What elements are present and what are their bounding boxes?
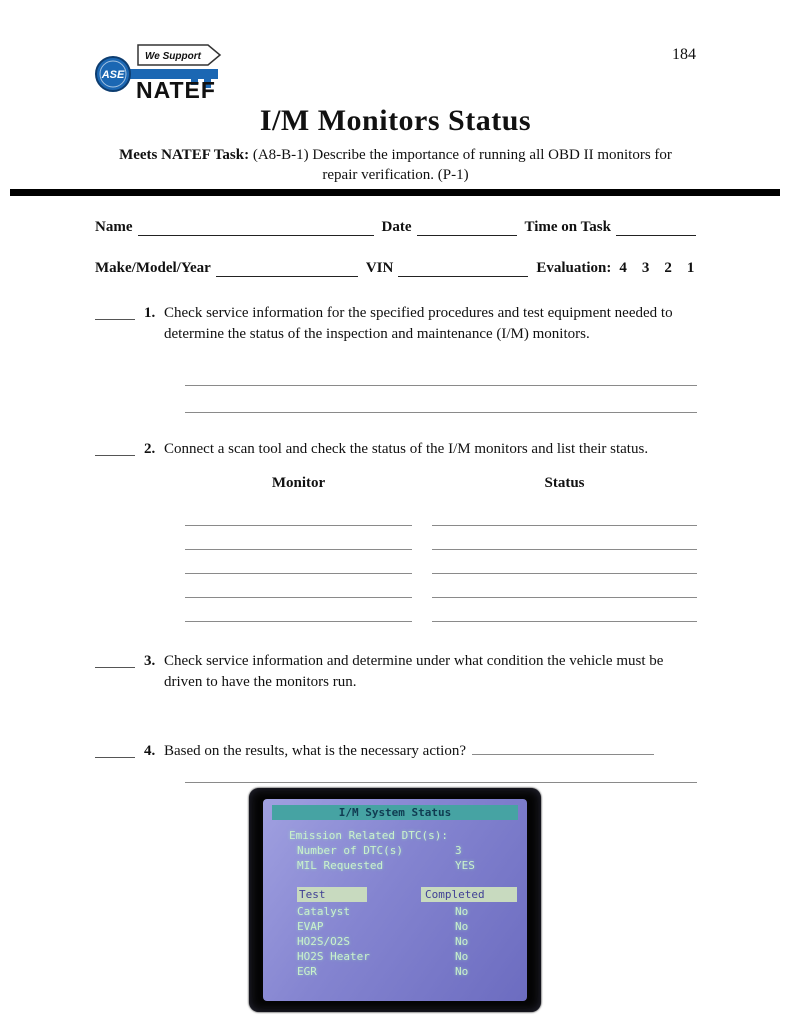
- writing-line: [185, 386, 697, 413]
- name-label: Name: [95, 219, 133, 235]
- monitor-name: HO2S Heater: [297, 950, 370, 963]
- scan-screen-title: I/M System Status: [272, 805, 518, 820]
- form-header-section: [95, 219, 701, 301]
- monitor-status-row: [263, 964, 527, 979]
- task-1-text: Check service information for the specified procedures and test equipment needed to determine the status of the inspection and maintenance (I/M) monitors.: [164, 305, 673, 342]
- natef-logo-graphic: [92, 42, 230, 102]
- monitor-completed: No: [455, 965, 469, 978]
- time-on-task-label: Time on Task: [524, 219, 611, 235]
- task-3-score-blank: [95, 653, 135, 668]
- meets-natef-task-text: (A8-B-1) Describe the importance of running all OBD II monitors for: [252, 147, 672, 163]
- monitor-blank: [185, 550, 412, 574]
- status-blank: [432, 550, 697, 574]
- task-3-number: 3.: [144, 653, 156, 669]
- monitor-blank: [185, 598, 412, 622]
- ase-text: ASE: [101, 69, 125, 81]
- vin-label: VIN: [365, 260, 394, 276]
- monitor-blank: [185, 494, 412, 526]
- divider-rule: [10, 189, 780, 196]
- task-2-number: 2.: [144, 441, 156, 457]
- form-row-2: [95, 260, 701, 277]
- task-item-3: [95, 651, 701, 693]
- monitor-name: HO2S/O2S: [297, 935, 350, 948]
- task-4-text: [164, 741, 701, 762]
- monitor-status-row: [263, 904, 527, 919]
- task-4-score-blank: [95, 743, 135, 758]
- monitor-table-row: [185, 526, 701, 550]
- monitor-table-row: [185, 598, 701, 622]
- task-item-2: [95, 439, 701, 460]
- writing-line: [185, 762, 697, 783]
- status-blank: [432, 526, 697, 550]
- task-item-1: [95, 303, 701, 345]
- monitor-blank: [185, 574, 412, 598]
- task-4-question: Based on the results, what is the necessary action?: [164, 743, 466, 759]
- meets-natef-task-text2: repair verification. (P-1): [322, 167, 469, 183]
- writing-line: [185, 345, 697, 386]
- task-item-4: [95, 741, 701, 762]
- status-blank: [432, 598, 697, 622]
- monitor-column-header: Monitor: [271, 475, 326, 491]
- monitor-table-header: [185, 473, 701, 494]
- status-column-header: Status: [544, 475, 585, 491]
- form-row-1: [95, 219, 701, 236]
- monitor-blank: [185, 526, 412, 550]
- monitor-table-row: [185, 550, 701, 574]
- monitor-table-row: [185, 494, 701, 526]
- date-blank: [417, 221, 517, 236]
- monitor-completed: No: [455, 950, 469, 963]
- page-title: I/M Monitors Status: [259, 104, 532, 137]
- monitor-name: EVAP: [297, 920, 324, 933]
- mil-requested-label: MIL Requested: [297, 859, 384, 872]
- vin-blank: [398, 262, 528, 277]
- time-on-task-blank: [616, 221, 696, 236]
- monitor-completed: No: [455, 935, 469, 948]
- task-2-score-blank: [95, 441, 135, 456]
- test-column-header: Test: [297, 887, 367, 902]
- we-support-text: We Support: [145, 51, 201, 62]
- mil-requested-value: YES: [455, 859, 475, 872]
- name-blank: [138, 221, 374, 236]
- monitor-name: Catalyst: [297, 905, 350, 918]
- task-2-text: Connect a scan tool and check the status of the I/M monitors and list their status.: [164, 441, 649, 457]
- task-1-number: 1.: [144, 305, 156, 321]
- mil-requested-row: [263, 858, 527, 873]
- status-blank: [432, 494, 697, 526]
- monitor-status-row: [263, 919, 527, 934]
- meets-natef-task-label: Meets NATEF Task:: [119, 147, 250, 163]
- status-blank: [432, 574, 697, 598]
- dtc-section-header: Emission Related DTC(s):: [289, 829, 448, 842]
- monitor-completed: No: [455, 905, 469, 918]
- task-1-score-blank: [95, 305, 135, 320]
- make-model-year-blank: [216, 262, 358, 277]
- task-items-section: [95, 303, 701, 783]
- natef-text: NATEF: [136, 77, 216, 102]
- monitor-table-row: [185, 574, 701, 598]
- monitor-name: EGR: [297, 965, 317, 978]
- make-model-year-label: Make/Model/Year: [95, 260, 211, 276]
- we-support-banner: [138, 45, 220, 65]
- completed-column-header: Completed: [421, 887, 517, 902]
- monitor-status-row: [263, 949, 527, 964]
- scan-tool-screen: [263, 799, 527, 1001]
- evaluation-label: Evaluation:: [536, 260, 612, 276]
- dtc-count-row: [263, 843, 527, 858]
- dtc-count-label: Number of DTC(s): [297, 844, 403, 857]
- natef-logo: [92, 42, 230, 107]
- scan-tool-photo: [249, 788, 541, 1012]
- dtc-count-value: 3: [455, 844, 462, 857]
- date-label: Date: [381, 219, 412, 235]
- meets-natef-task-line: [0, 147, 791, 164]
- answer-blank: [472, 741, 654, 755]
- page-number: 184: [672, 46, 696, 63]
- scan-table-header: [263, 887, 527, 902]
- task-4-number: 4.: [144, 743, 156, 759]
- monitor-status-row: [263, 934, 527, 949]
- evaluation-scale: 4 3 2 1: [619, 260, 695, 276]
- monitor-completed: No: [455, 920, 469, 933]
- task-3-text: Check service information and determine under what condition the vehicle must be driven to have the monitors run.: [164, 653, 664, 690]
